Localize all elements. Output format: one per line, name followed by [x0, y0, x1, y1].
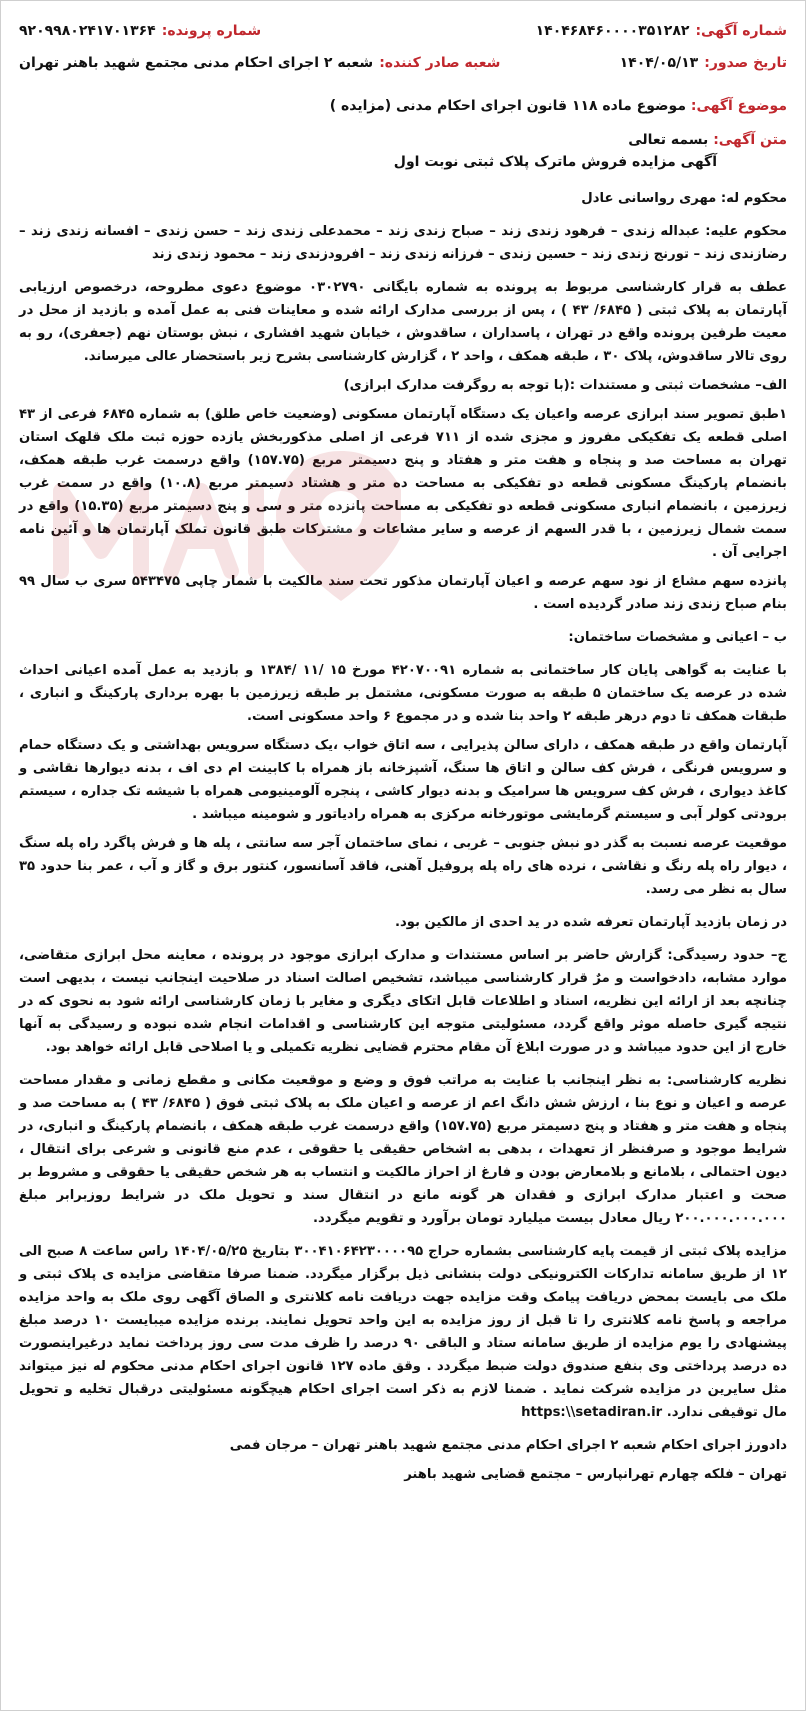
issuing-branch — [19, 53, 500, 73]
paragraph-location: موقعیت عرصه نسبت به گذر دو نبش جنوبی – غربی ، نمای ساختمان آجر سه سانتی ، پله ها و فرش پاگرد راه پله سنگ ، دیوار راه پله رنگ و نقاشی ، نرده های راه پله پروفیل آهنی، فاقد آسانسور، کنتور برق و گاز و آب ، عمر بنا حدود ۳۵ سال به نظر می رسد. — [19, 836, 787, 897]
issuing-branch-label: شعبه صادر کننده: — [379, 55, 501, 71]
signature-line-1: دادورز اجرای احکام شعبه ۲ اجرای احکام مدنی مجتمع شهید باهنر تهران – مرجان فمی — [229, 1438, 787, 1453]
paragraph-beneficiary: محکوم له: مهری رواسانی عادل — [581, 191, 787, 206]
paragraph-building: با عنایت به گواهی پایان کار ساختمانی به شماره ۴۲۰۷۰۰۹۱ مورخ ۱۵ /۱۱ /۱۳۸۴ و بازدید به عمل آمده اعیانی احداث شده در عرصه یک ساختمان ۵ طبقه به صورت مسکونی، مشتمل بر طبقه زیرزمین با بهره برداری پارکینگ و انباری ، طبقات همکف تا دوم درهر طبقه ۲ واحد بنا شده و در مجموع ۶ واحد مسکونی است. — [19, 663, 787, 724]
paragraph-section-c: ج– حدود رسیدگی: گزارش حاضر بر اساس مستندات و مدارک ابرازی موجود در پرونده ، معاینه محل ابرازی متقاضی، موارد مشابه، دادخواست و مرٌ قرار کارشناسی میباشد، تشخیص اصالت اسناد در صلاحیت اینجانب نیست ، بدیهی است چنانچه بعد از ارائه این نظریه، اسناد و اطلاعات قابل اتکای دیگری و مغایر با زمان کارشناسی ارائه شود به نحوی که در نتیجه گیری حاصله موثر واقع گردد، مسئولیتی متوجه این کارشناسی و اقدامات انجام شده نبوده و رسیدگی به آنها خارج از این حدود میباشد و در صورت ابلاغ آن مقام محترم قضایی نظریه تکمیلی و یا اصلاحی قابل ارائه خواهد بود. — [19, 948, 787, 1055]
basmala: بسمه تعالی — [628, 132, 709, 148]
paragraph-expert-intro: عطف به قرار کارشناسی مربوط به پرونده به شماره بایگانی ۰۳۰۲۷۹۰ موضوع دعوی مطروحه، درخصوص ارزیابی آپارتمان به پلاک ثبتی ( ۶۸۴۵/ ۴۳ ) ، پس از بررسی مدارک ارائه شده و معاینات فنی به عمل آمده و بازدید از محل در معیت طرفین پرونده واقع در تهران ، پاسداران ، ساقدوش ، خیابان شهید افشاری ، نبش بوستان نهم (جعفری)، رو به روی تالار ساقدوش، پلاک ۳۰ ، طبقه همکف ، واحد ۲ ، گزارش کارشناسی بشرح زیر باستحضار عالی میرساند. — [19, 280, 788, 364]
case-number-value: ۹۲۰۹۹۸۰۲۴۱۷۰۱۳۶۴ — [19, 23, 156, 39]
issue-date — [620, 53, 787, 73]
notice-subject-value: موضوع ماده ۱۱۸ قانون اجرای احکام مدنی (مزایده ) — [329, 98, 686, 114]
signature-line-2: تهران – فلکه چهارم تهرانپارس – مجتمع قضایی شهید باهنر — [404, 1467, 787, 1482]
notice-number-label: شماره آگهی: — [695, 23, 787, 39]
issuing-branch-value: شعبه ۲ اجرای احکام مدنی مجتمع شهید باهنر تهران — [19, 55, 374, 71]
notice-subject — [19, 95, 787, 117]
paragraph-debtors: محکوم علیه: عبداله زندی – فرهود زندی زند – صباح زندی زند – محمدعلی زندی زند – حسن زندی – افسانه زندی زند – رضازندی زند – تورنج زندی زند – حسین زندی – فرزانه زندی زند – افرودزندی زند – محمود زندی زند — [19, 224, 787, 262]
case-number — [19, 21, 261, 41]
paragraph-apartment: آپارتمان واقع در طبقه همکف ، دارای سالن پذیرایی ، سه اتاق خواب ،یک دستگاه سرویس بهداشتی و یک دستگاه حمام و سرویس فرنگی ، فرش کف سالن و اتاق ها سنگ، آشپزخانه باز همراه با کابینت ام دی اف ، بدنه دیوارها نقاشی و کاغذ دیواری ، فرش کف سرویس ها سرامیک و بدنه دیوار کاشی ، پنجره آلومینیومی همراه با شیشه تک جداره ، سیستم برودتی کولر آبی و سیستم گرمایشی موتورخانه مرکزی به همراه رادیاتور و شومینه میباشد . — [19, 738, 787, 822]
notice-number-value: ۱۴۰۴۶۸۴۶۰۰۰۰۳۵۱۲۸۲ — [535, 23, 690, 39]
case-number-label: شماره پرونده: — [161, 23, 262, 39]
header-row-1 — [19, 21, 787, 41]
paragraph-section-a-title: الف– مشخصات ثبتی و مستندات :(با توجه به روگرفت مدارک ابرازی) — [343, 378, 787, 393]
paragraph-expert-opinion: نظریه کارشناسی: به نظر اینجانب با عنایت به مراتب فوق و وضع و موقعیت مکانی و مقطع زمانی و مقدار مساحت عرصه و اعیان و نوع بنا ، ارزش شش دانگ اعم از عرصه و اعیان ملک به پلاک ثبتی فوق ( ۶۸۴۵/ ۴۳ ) به مساحت صد و پنجاه و هفت متر و هفتاد و پنج دسیمتر مربع (۱۵۷.۷۵) واقع درسمت غرب طبقه همکف ، بانضمام پارکینگ و انباری، در شرایط موجود و صرفنظر از تعهدات ، بدهی به اشخاص حقیقی یا حقوقی ، عدم منع قانونی و شرعی برای انتقال ، دیون احتمالی ، بلامانع و بلامعارض بودن و فارغ از احراز مالکیت و انتساب به هر شخص حقیقی یا حقوقی و مشروط بر صحت و اعتبار مدارک ابرازی و فقدان هر گونه مانع در انتقال سند و تحویل ملک در شرایط روزبرابر مبلغ ۲۰۰.۰۰۰.۰۰۰.۰۰۰ ریال معادل بیست میلیارد تومان برآورد و تقویم میگردد. — [19, 1073, 787, 1226]
paragraph-occupancy: در زمان بازدید آپارتمان تعرفه شده در ید احدی از مالکین بود. — [394, 915, 787, 930]
notice-subject-label: موضوع آگهی: — [690, 98, 787, 114]
paragraph-ownership: پانزده سهم مشاع از نود سهم عرصه و اعیان آپارتمان مذکور تحت سند مالکیت با شمار چاپی ۵۴۳۴۷۵ سری ب سال ۹۹ بنام صباح زندی زند صادر گردیده است . — [19, 574, 787, 612]
notice-title: آگهی مزایده فروش ماترک پلاک ثبتی نوبت اول — [393, 154, 717, 170]
header-row-2 — [19, 53, 787, 73]
notice-number — [536, 21, 787, 41]
issue-date-label: تاریخ صدور: — [704, 55, 787, 71]
notice-text-header — [19, 129, 787, 173]
notice-body — [19, 187, 787, 1486]
paragraph-section-b-title: ب – اعیانی و مشخصات ساختمان: — [568, 630, 787, 645]
issue-date-value: ۱۴۰۴/۰۵/۱۳ — [619, 55, 699, 71]
notice-text-label: متن آگهی: — [713, 132, 787, 148]
paragraph-auction-terms — [19, 1240, 787, 1424]
setadiran-link[interactable]: https:\\setadiran.ir — [521, 1405, 663, 1420]
auction-terms-text: مزایده پلاک ثبتی از قیمت پایه کارشناسی بشماره حراج ۳۰۰۴۱۰۶۴۲۳۰۰۰۰۹۵ بتاریخ ۱۴۰۴/۰۵/۲۵ راس ساعت ۸ صبح الی ۱۲ از طریق سامانه تدارکات الکترونیکی دولت بنشانی ذیل برگزار میگردد. ضمنا صرفا متقاضی مزایده ی پلاک ثبتی و ملک می بایست بمحض دریافت پیامک وقت مزایده جهت دریافت نامه کلانتری و الصاق آگهی روی ملک به واحد مزایده مراجعه و پاسخ نامه کلانتری را تا قبل از روز مزایده به این واحد تحویل نمایند. برنده مزایده میبایست ۱۰ درصد مبلغ پیشنهادی را یوم مزایده از طریق سامانه ستاد و الباقی ۹۰ درصد را ظرف مدت سی روز پرداخت نماید درغیراینصورت ده درصد پرداختی وی بنفع صندوق دولت ضبط میگردد . وقق ماده ۱۲۷ قانون اجرای احکام مدنی محکوم له نیز میتواند مثل سایرین در مزایده شرکت نماید . ضمنا لازم به ذکر است اجرای احکام هیچگونه مسئولیتی درقبال تخلیه و تحویل مال توقیفی ندارد. — [19, 1244, 788, 1420]
paragraph-section-a-body: ۱طبق تصویر سند ابرازی عرصه واعیان یک دستگاه آپارتمان مسکونی (وضعیت خاص طلق) به شماره ۶۸۴۵ فرعی از ۴۳ اصلی قطعه یک تفکیکی مفروز و مجزی شده از ۷۱۱ فرعی از اصلی مذکوربخش یازده حوزه ثبت ملک قلهک استان تهران به مساحت صد و پنجاه و هفت متر و هفتاد و پنج دسیمتر مربع (۱۵۷.۷۵) واقع درسمت غرب طبقه همکف، بانضمام پارکینگ مسکونی قطعه دو تفکیکی به مساحت ده متر و هشتاد دسیمتر مربع (۱۰.۸) واقع در سمت غرب زیرزمین ، بانضمام انباری مسکونی قطعه دو تفکیکی به مساحت پانزده متر و سی و پنج دسیمتر مربع (۱۵.۳۵) واقع در سمت شمال زیرزمین ، با قدر السهم از عرصه و سایر مشاعات و مشترکات طبق قانون تملک آپارتمان ها و آئین نامه اجرایی آن . — [19, 407, 788, 560]
